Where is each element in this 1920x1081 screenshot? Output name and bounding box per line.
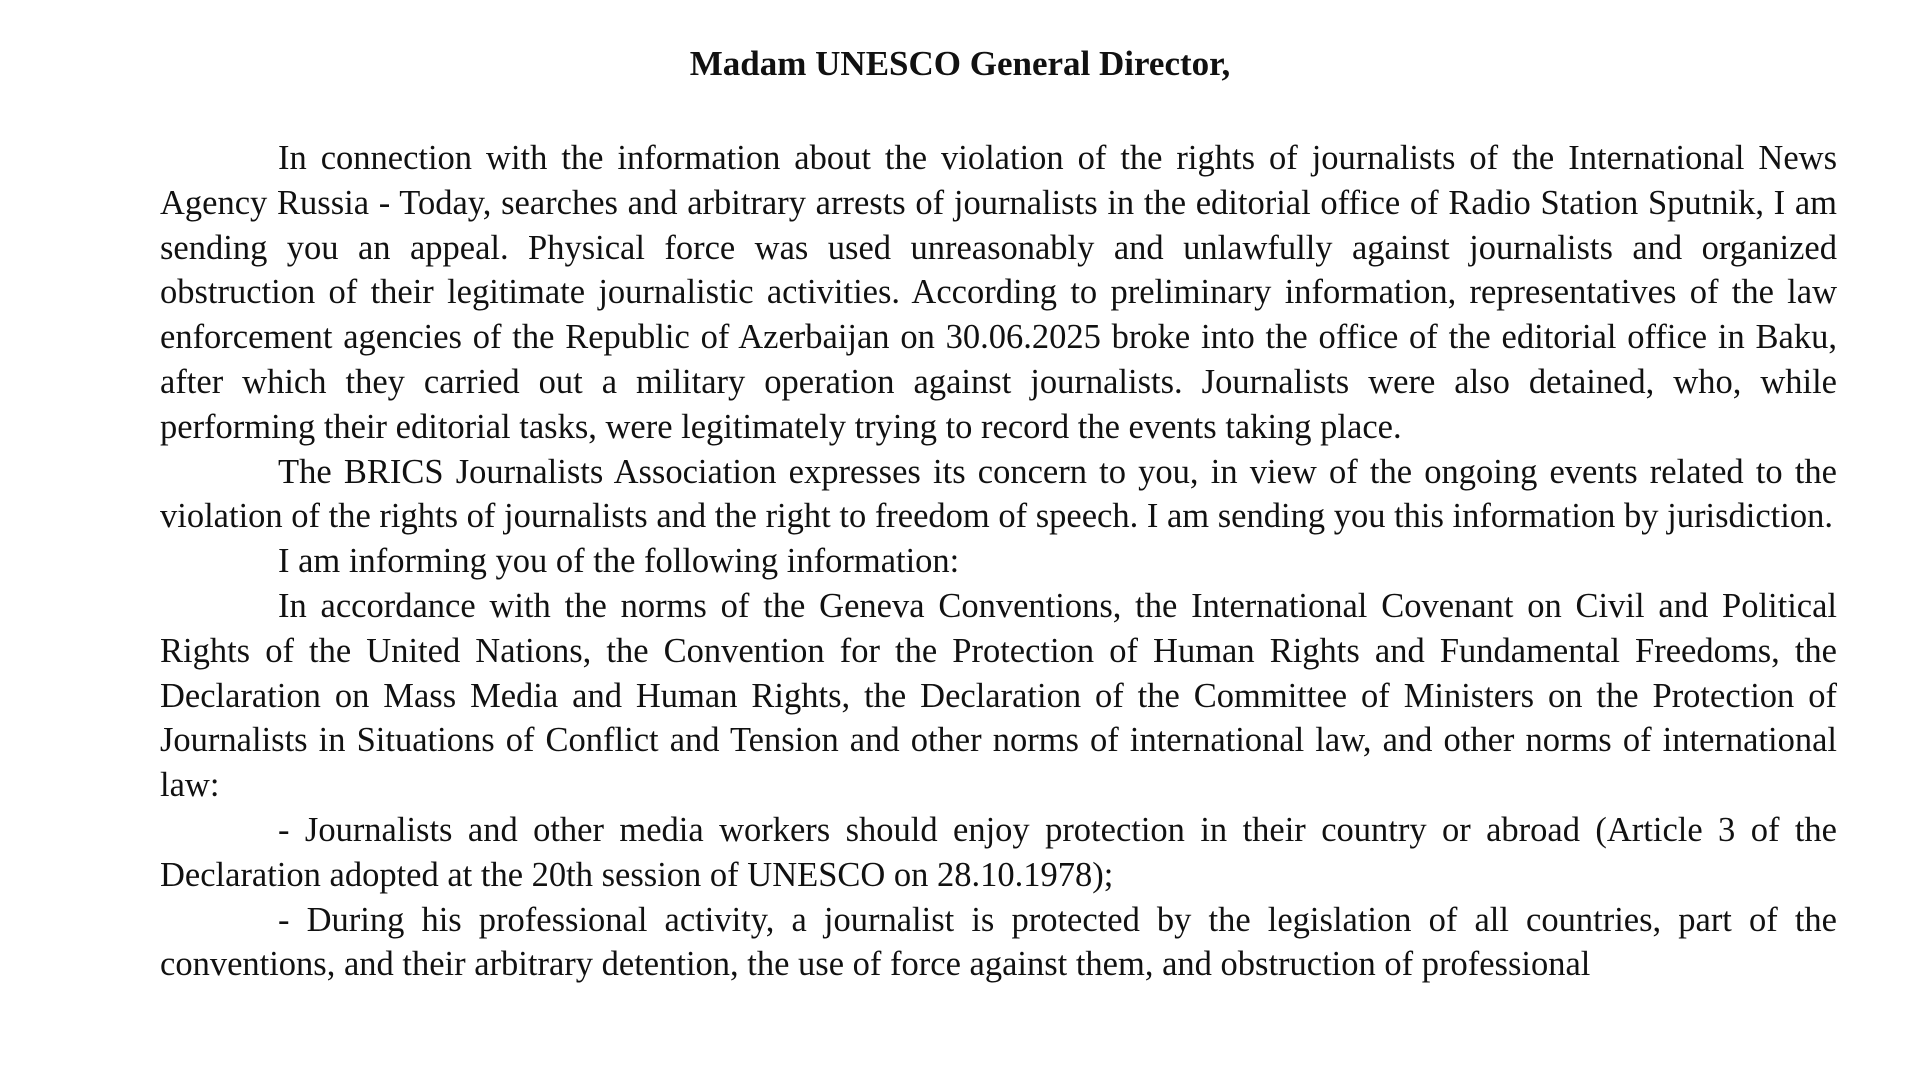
list-item-protection: - Journalists and other media workers should enjoy protection in their country or abroad (Article 3 of the Declaration adopted at the 20th session of UNESCO on 28.10.1978); xyxy=(160,810,1837,894)
letter-body xyxy=(160,136,1837,987)
list-item-legislation: - During his professional activity, a journalist is protected by the legislation of all countries, part of the conventions, and their arbitrary detention, the use of force against them, and obstruction of professional xyxy=(160,900,1837,984)
paragraph-appeal: In connection with the information about the violation of the rights of journalists of the International News Agency Russia - Today, searches and arbitrary arrests of journalists in the editorial office of Radio Station Sputnik, I am sending you an appeal. Physical force was used unreasonably and unlawfully against journalists and organized obstruction of their legitimate journalistic activities. According to preliminary information, representatives of the law enforcement agencies of the Republic of Azerbaijan on 30.06.2025 broke into the office of the editorial office in Baku, after which they carried out a military operation against journalists. Journalists were also detained, who, while performing their editorial tasks, were legitimately trying to record the events taking place. xyxy=(160,139,1837,446)
paragraph-legal-norms: In accordance with the norms of the Geneva Conventions, the International Covenant on Civil and Political Rights of the United Nations, the Convention for the Protection of Human Rights and Fundamental Freedoms, the Declaration on Mass Media and Human Rights, the Declaration of the Committee of Ministers on the Protection of Journalists in Situations of Conflict and Tension and other norms of international law, and other norms of international law: xyxy=(160,586,1837,805)
paragraph-informing: I am informing you of the following information: xyxy=(278,542,960,581)
paragraph-concern: The BRICS Journalists Association expresses its concern to you, in view of the ongoing events related to the violation of the rights of journalists and the right to freedom of speech. I am sending you this information by jurisdiction. xyxy=(160,452,1837,536)
letter-salutation: Madam UNESCO General Director, xyxy=(689,44,1231,83)
